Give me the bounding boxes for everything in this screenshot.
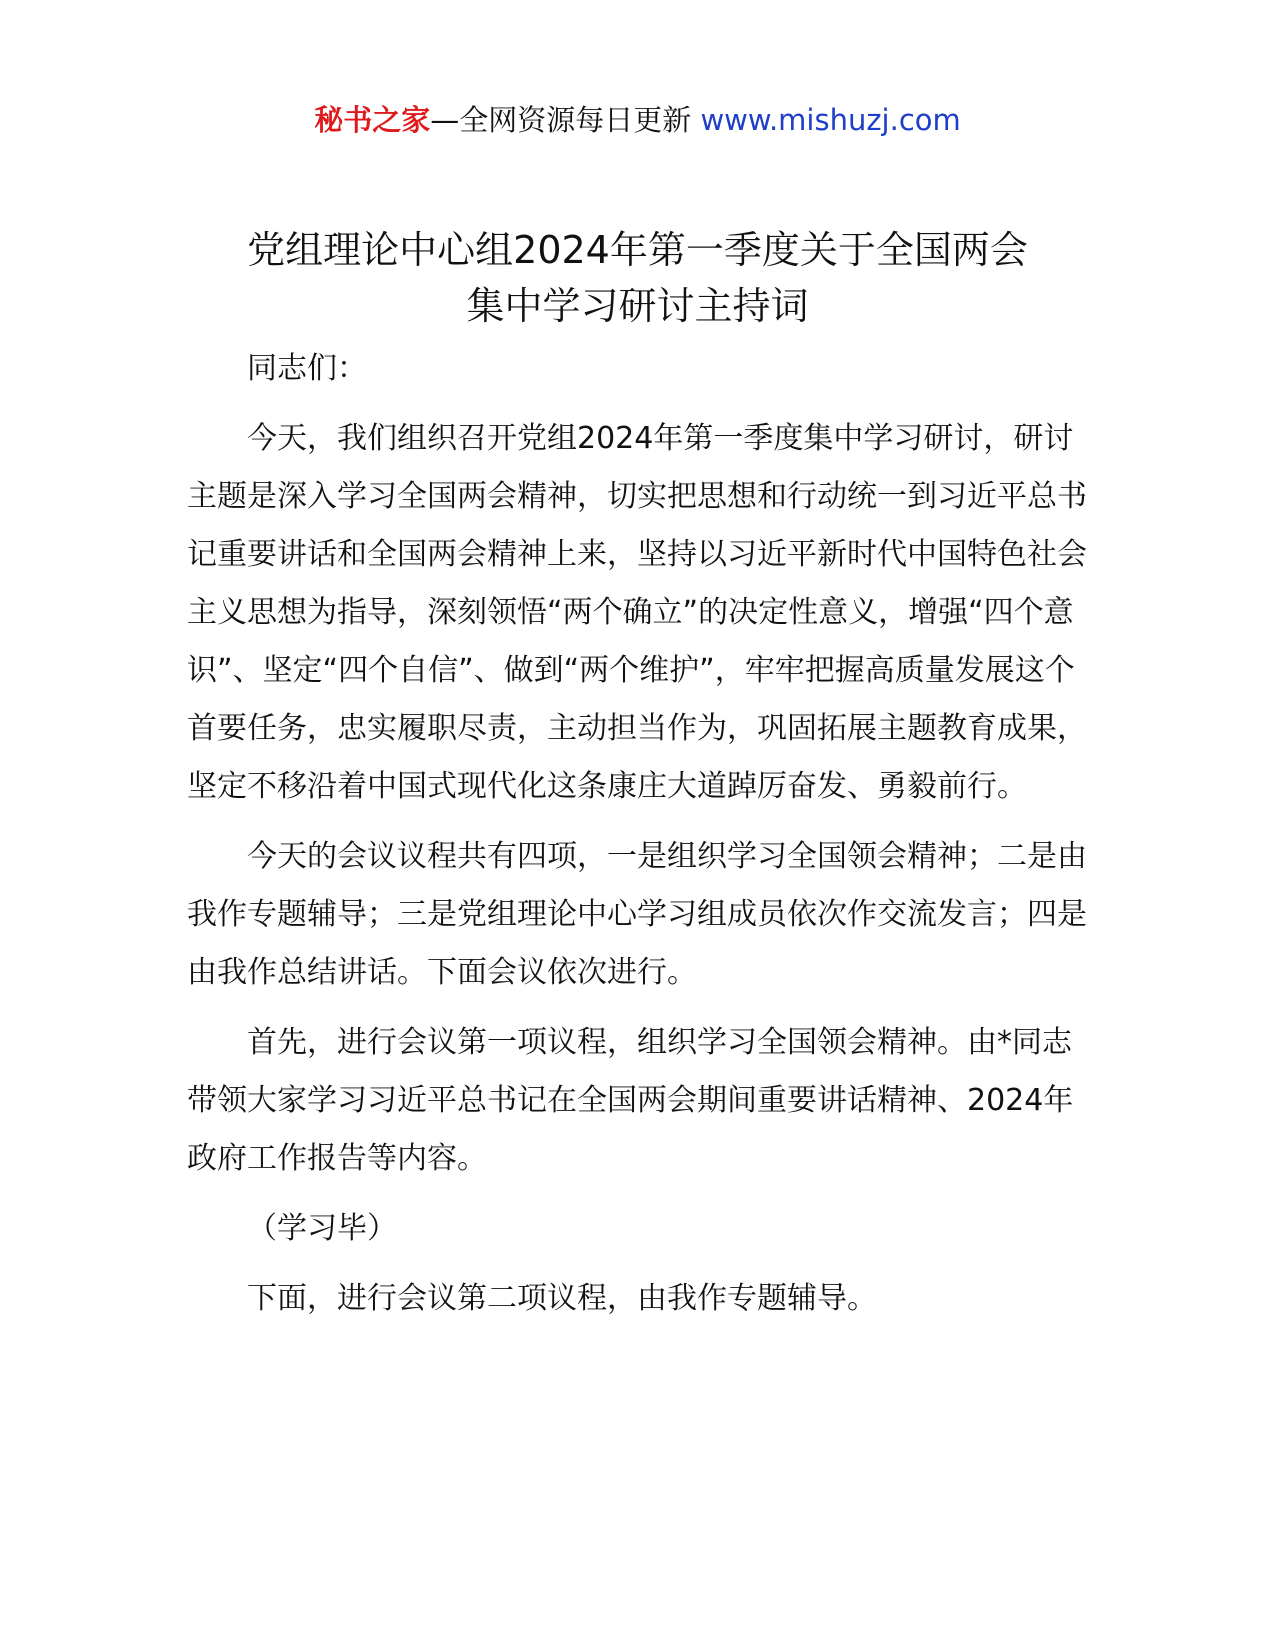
document-body [187,340,1087,1340]
body-paragraph: （学习毕） [247,1211,397,1246]
site-header [0,100,1275,140]
greeting-paragraph: 同志们： [247,351,367,386]
header-slogan: —全网资源每日更新 [430,103,692,137]
title-line-2: 集中学习研讨主持词 [466,284,809,328]
title-line-1: 党组理论中心组2024年第一季度关于全国两会 [247,228,1028,272]
body-paragraph: 今天，我们组织召开党组2024年第一季度集中学习研讨，研讨主题是深入学习全国两会精神，切实把思想和行动统一到习近平总书记重要讲话和全国两会精神上来，坚持以习近平新时代中国特色社会主义思想为指导，深刻领悟“两个确立”的决定性意义，增强“四个意识”、坚定“四个自信”、做到“两个维护”，牢牢把握高质量发展这个首要任务，忠实履职尽责，主动担当作为，巩固拓展主题教育成果，坚定不移沿着中国式现代化这条康庄大道踔厉奋发、勇毅前行。 [187,421,1087,804]
site-url-link[interactable]: www.mishuzj.com [700,103,961,137]
document-title [140,222,1135,334]
brand-name: 秘书之家 [314,103,431,137]
body-paragraph: 下面，进行会议第二项议程，由我作专题辅导。 [247,1281,877,1316]
body-paragraph: 首先，进行会议第一项议程，组织学习全国领会精神。由*同志带领大家学习习近平总书记在全国两会期间重要讲话精神、2024年政府工作报告等内容。 [187,1025,1074,1176]
body-paragraph: 今天的会议议程共有四项，一是组织学习全国领会精神；二是由我作专题辅导；三是党组理论中心学习组成员依次作交流发言；四是由我作总结讲话。下面会议依次进行。 [187,839,1087,990]
